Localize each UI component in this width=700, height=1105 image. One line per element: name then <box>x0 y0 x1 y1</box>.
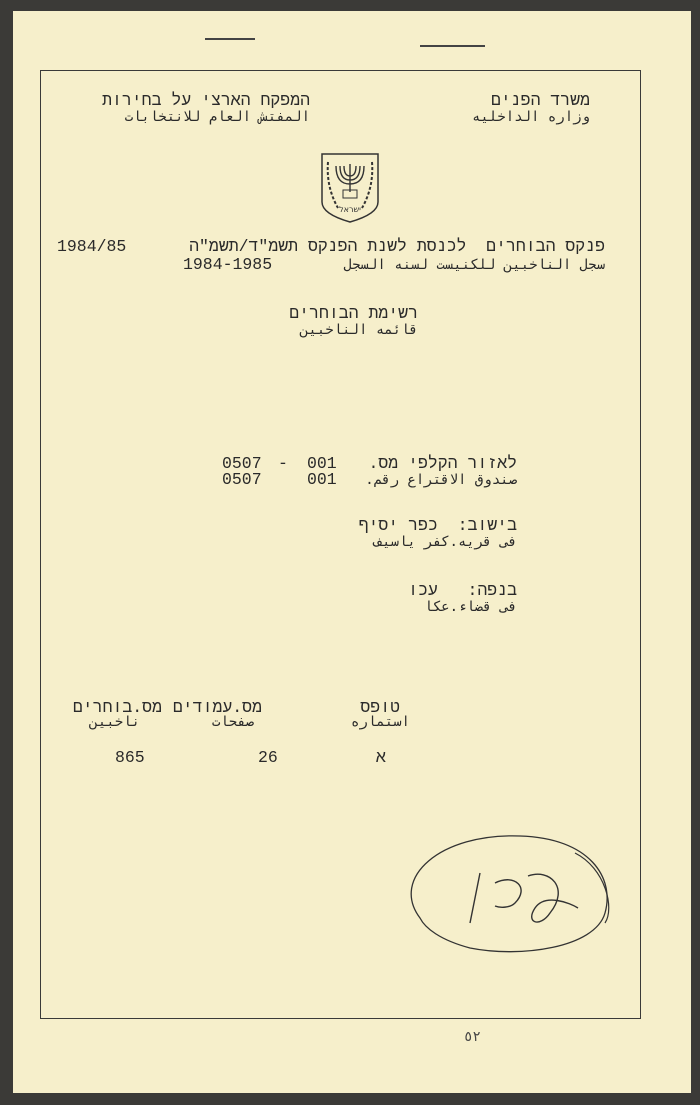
state-emblem-icon <box>320 152 380 224</box>
settlement-hebrew: בישוב: כפר יסיף <box>358 516 517 535</box>
pages-label-arabic: صفحات <box>211 714 254 730</box>
pages-label-hebrew: מס.עמודים <box>172 698 262 717</box>
punch-mark <box>205 38 255 40</box>
settlement-arabic: فى قريه.كفر ياسيف <box>373 534 517 550</box>
polling-dash: - <box>278 454 288 473</box>
list-title-arabic: قائمه الناخبين <box>299 322 418 338</box>
emblem-text: ישראל <box>339 205 361 214</box>
title-hebrew-year: 1984/85 <box>57 237 127 256</box>
ballot-box-code: 0507 <box>222 470 262 489</box>
voters-value: 865 <box>115 748 145 767</box>
punch-mark <box>420 45 485 47</box>
list-title-hebrew: רשימת הבוחרים <box>289 304 418 323</box>
ministry-arabic: وزاره الداخليه <box>471 109 590 125</box>
form-label-hebrew: טופס <box>360 698 400 717</box>
title-hebrew: פנקס הבוחרים לכנסת לשנת הפנקס תשמ"ד/תשמ"ה <box>189 237 605 256</box>
supervisor-arabic: المفتش العام للانتخابات <box>124 109 310 125</box>
form-value: א <box>376 748 386 767</box>
handwritten-signature-icon <box>400 828 625 958</box>
page-number: ٥٢ <box>464 1030 481 1046</box>
district-hebrew: בנפה: עכו <box>408 581 517 600</box>
ballot-box-number: 001 <box>307 470 337 489</box>
title-arabic: سجل الناخبين للكنيست لسنه السجل <box>343 257 605 273</box>
polling-number: 001 <box>307 454 337 473</box>
ministry-hebrew: משרד הפנים <box>490 91 590 110</box>
polling-label-arabic: صندوق الاقتراع رقم. <box>365 472 517 488</box>
pages-value: 26 <box>258 748 278 767</box>
supervisor-hebrew: המפקח הארצי על בחירות <box>102 91 310 110</box>
form-label-arabic: استماره <box>350 714 410 730</box>
title-arabic-year: 1984-1985 <box>183 255 273 274</box>
polling-label-hebrew: לאזור הקלפי מס. <box>368 454 517 473</box>
voters-label-arabic: ناخبين <box>89 714 140 730</box>
voters-label-hebrew: מס.בוחרים <box>72 698 162 717</box>
polling-code: 0507 <box>222 454 262 473</box>
district-arabic: فى قضاء.عكا <box>424 599 517 615</box>
